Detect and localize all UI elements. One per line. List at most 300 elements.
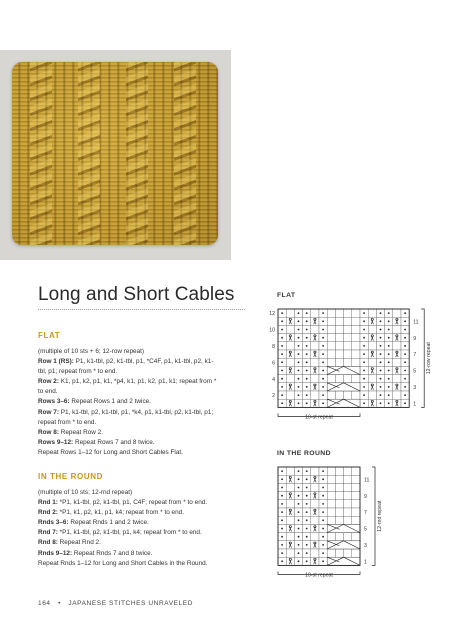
chart-cell <box>311 358 319 366</box>
purl-dot <box>281 370 283 372</box>
instruction-text: *P1, k1-tbl, p2, k1-tbl, p1, C4F; repeat from * to end. <box>57 499 208 507</box>
instruction-text: Repeat Rows 7 and 8 twice. <box>73 438 155 446</box>
chart-cell <box>344 500 352 508</box>
purl-dot <box>306 329 308 331</box>
row-number-left: 2 <box>272 393 275 400</box>
instruction-line <box>38 448 248 458</box>
purl-dot <box>322 370 324 372</box>
chart-cell <box>327 516 335 524</box>
chart-cell <box>344 334 352 342</box>
purl-dot <box>380 320 382 322</box>
chart-cell <box>352 500 360 508</box>
instruction-row-label: Rows 3–6: <box>38 398 70 406</box>
instruction-row-label: Rnd 8: <box>38 539 58 547</box>
purl-dot <box>363 370 365 372</box>
purl-dot <box>380 402 382 404</box>
chart-cell <box>286 358 294 366</box>
chart-cell <box>335 475 343 483</box>
purl-dot <box>322 337 324 339</box>
purl-dot <box>298 329 300 331</box>
chart-cell <box>368 375 376 383</box>
purl-dot <box>298 394 300 396</box>
chart-cell <box>327 483 335 491</box>
purl-dot <box>388 353 390 355</box>
purl-dot <box>298 402 300 404</box>
chart-cell <box>311 500 319 508</box>
purl-dot <box>306 544 308 546</box>
flat-chart <box>260 305 440 433</box>
purl-dot <box>306 528 308 530</box>
instruction-line <box>38 438 248 448</box>
row-number-right: 7 <box>364 510 367 517</box>
purl-dot <box>404 386 406 388</box>
knitted-swatch-image <box>12 62 218 245</box>
purl-dot <box>322 528 324 530</box>
purl-dot <box>404 370 406 372</box>
title-divider <box>38 309 245 310</box>
chart-cell <box>352 350 360 358</box>
purl-dot <box>380 370 382 372</box>
purl-dot <box>306 511 308 513</box>
purl-dot <box>363 394 365 396</box>
purl-dot <box>322 495 324 497</box>
chart-cell <box>335 492 343 500</box>
purl-dot <box>380 337 382 339</box>
flat-chart-label: FLAT <box>277 292 296 299</box>
chart-cell <box>335 467 343 475</box>
chart-cell <box>327 342 335 350</box>
chart-cell <box>344 467 352 475</box>
chart-cell <box>335 483 343 491</box>
chart-cell <box>335 375 343 383</box>
purl-dot <box>363 345 365 347</box>
purl-dot <box>281 511 283 513</box>
instruction-row-label: Rnds 3–6: <box>38 519 69 527</box>
purl-dot <box>298 386 300 388</box>
instruction-text: P1, k1-tbl, p2, k1-tbl, p1, *C4F, p1, k1-tbl, p2, k1- <box>73 358 214 366</box>
row-number-right: 3 <box>364 542 367 549</box>
chart-cell <box>327 508 335 516</box>
cable-column <box>30 62 52 245</box>
chart-cell <box>352 391 360 399</box>
purl-dot <box>322 402 324 404</box>
row-number-right: 5 <box>364 526 367 533</box>
purl-dot <box>298 478 300 480</box>
instruction-line <box>38 538 248 548</box>
instruction-line <box>38 357 248 367</box>
purl-dot <box>298 544 300 546</box>
chart-cell <box>368 358 376 366</box>
purl-dot <box>281 503 283 505</box>
footer-bullet: • <box>58 600 61 607</box>
chart-cell <box>335 549 343 557</box>
chart-cell <box>368 391 376 399</box>
chart-cell <box>352 325 360 333</box>
purl-dot <box>281 495 283 497</box>
purl-dot <box>404 337 406 339</box>
purl-dot <box>363 361 365 363</box>
instruction-line <box>38 347 248 357</box>
purl-dot <box>298 552 300 554</box>
purl-dot <box>281 528 283 530</box>
chart-cell <box>393 325 401 333</box>
instruction-text: Repeat Rows 1–12 for Long and Short Cables Flat. <box>38 448 183 456</box>
purl-dot <box>298 361 300 363</box>
row-number-right: 5 <box>413 368 417 375</box>
row-number-right: 9 <box>364 493 367 500</box>
instruction-text: repeat from * to end. <box>38 418 97 426</box>
instruction-text: Repeat Rnds 7 and 8 twice. <box>72 549 153 557</box>
horizontal-repeat-label: 10-st repeat <box>305 414 333 421</box>
purl-dot <box>281 312 283 314</box>
purl-dot <box>363 353 365 355</box>
chart-cell <box>335 342 343 350</box>
instruction-line <box>38 559 248 569</box>
instruction-text: (multiple of 10 sts + 6; 12-row repeat) <box>38 348 145 355</box>
chart-cell <box>368 309 376 317</box>
instruction-row-label: Row 2: <box>38 378 59 386</box>
purl-dot <box>363 329 365 331</box>
page-number: 164 <box>38 600 51 607</box>
chart-cell <box>286 549 294 557</box>
instruction-line <box>38 367 248 377</box>
purl-dot <box>404 353 406 355</box>
chart-cell <box>335 334 343 342</box>
chart-cell <box>327 391 335 399</box>
purl-dot <box>388 402 390 404</box>
purl-dot <box>298 353 300 355</box>
purl-dot <box>281 386 283 388</box>
chart-cell <box>327 500 335 508</box>
chart-cell <box>352 549 360 557</box>
instruction-text: Repeat Rnd 2. <box>57 539 101 547</box>
instruction-row-label: Row 1 (RS): <box>38 358 74 366</box>
vertical-repeat-label: 12-row repeat <box>426 342 433 375</box>
purl-dot <box>298 320 300 322</box>
chart-cell <box>286 342 294 350</box>
purl-dot <box>306 378 308 380</box>
chart-cell <box>352 483 360 491</box>
round-chart <box>260 463 410 591</box>
chart-cell <box>344 342 352 350</box>
purl-dot <box>388 378 390 380</box>
instruction-row-label: Row 8: <box>38 428 59 436</box>
chart-cell <box>352 317 360 325</box>
chart-cell <box>311 342 319 350</box>
chart-cell <box>344 475 352 483</box>
chart-cell <box>344 533 352 541</box>
purl-dot <box>388 320 390 322</box>
purl-dot <box>298 503 300 505</box>
chart-cell <box>352 358 360 366</box>
chart-cell <box>335 350 343 358</box>
instruction-text: Repeat Row 2. <box>58 428 104 436</box>
chart-cell <box>311 391 319 399</box>
purl-dot <box>363 337 365 339</box>
chart-cell <box>335 325 343 333</box>
instruction-text: to end. <box>38 388 58 396</box>
chart-cell <box>344 508 352 516</box>
row-number-left: 8 <box>272 343 275 350</box>
row-number-right: 11 <box>364 477 370 484</box>
chart-cell <box>286 309 294 317</box>
instruction-line <box>38 488 248 498</box>
purl-dot <box>306 487 308 489</box>
chart-cell <box>286 500 294 508</box>
instruction-text: (multiple of 10 sts; 12-rnd repeat) <box>38 489 133 496</box>
instruction-row-label: Rnd 1: <box>38 499 58 507</box>
purl-dot <box>322 503 324 505</box>
chart-cell <box>327 309 335 317</box>
chart-cell <box>327 317 335 325</box>
instruction-row-label: Rnd 2: <box>38 509 58 517</box>
chart-cell <box>286 533 294 541</box>
chart-cell <box>352 508 360 516</box>
purl-dot <box>298 487 300 489</box>
purl-dot <box>306 353 308 355</box>
purl-dot <box>281 544 283 546</box>
instruction-line <box>38 508 248 518</box>
flat-heading: FLAT <box>38 331 61 340</box>
chart-cell <box>335 358 343 366</box>
purl-dot <box>404 320 406 322</box>
purl-dot <box>380 361 382 363</box>
purl-dot <box>322 312 324 314</box>
purl-dot <box>322 329 324 331</box>
purl-dot <box>281 470 283 472</box>
purl-dot <box>388 345 390 347</box>
chart-cell <box>327 334 335 342</box>
purl-dot <box>322 470 324 472</box>
purl-dot <box>298 536 300 538</box>
instruction-line <box>38 387 248 397</box>
instruction-line <box>38 518 248 528</box>
purl-dot <box>380 329 382 331</box>
purl-dot <box>306 370 308 372</box>
purl-dot <box>404 361 406 363</box>
purl-dot <box>404 329 406 331</box>
cable-column <box>126 62 148 245</box>
purl-dot <box>388 329 390 331</box>
cable-cell <box>327 383 360 391</box>
chart-grid <box>278 467 360 565</box>
purl-dot <box>306 552 308 554</box>
chart-cell <box>344 350 352 358</box>
chart-cell <box>335 317 343 325</box>
chart-cell <box>286 391 294 399</box>
round-heading: IN THE ROUND <box>38 472 103 481</box>
cable-cell <box>327 399 360 407</box>
purl-dot <box>322 560 324 562</box>
chart-cell <box>311 549 319 557</box>
purl-dot <box>404 345 406 347</box>
chart-cell <box>344 325 352 333</box>
chart-cell <box>344 375 352 383</box>
purl-dot <box>404 394 406 396</box>
purl-dot <box>322 394 324 396</box>
chart-cell <box>311 483 319 491</box>
purl-dot <box>298 370 300 372</box>
purl-dot <box>404 312 406 314</box>
book-title: JAPANESE STITCHES UNRAVELED <box>68 600 194 607</box>
chart-cell <box>327 325 335 333</box>
instruction-line <box>38 528 248 538</box>
cable-cell <box>327 557 360 565</box>
instruction-line <box>38 377 248 387</box>
purl-dot <box>298 345 300 347</box>
chart-cell <box>344 391 352 399</box>
round-instructions <box>38 488 248 569</box>
chart-cell <box>344 317 352 325</box>
chart-cell <box>335 500 343 508</box>
chart-cell <box>344 549 352 557</box>
chart-cell <box>286 325 294 333</box>
chart-grid <box>278 309 409 407</box>
chart-cell <box>393 391 401 399</box>
chart-cell <box>286 483 294 491</box>
chart-cell <box>368 342 376 350</box>
row-number-left: 10 <box>269 327 275 334</box>
chart-cell <box>327 475 335 483</box>
chart-cell <box>344 483 352 491</box>
chart-cell <box>393 309 401 317</box>
purl-dot <box>281 560 283 562</box>
chart-cell <box>335 533 343 541</box>
instruction-line <box>38 397 248 407</box>
row-number-right: 11 <box>413 319 419 326</box>
row-number-right: 9 <box>413 335 417 342</box>
chart-cell <box>352 342 360 350</box>
purl-dot <box>306 560 308 562</box>
purl-dot <box>388 361 390 363</box>
chart-cell <box>327 492 335 500</box>
purl-dot <box>306 402 308 404</box>
chart-cell <box>393 375 401 383</box>
purl-dot <box>281 402 283 404</box>
purl-dot <box>298 495 300 497</box>
chart-cell <box>344 492 352 500</box>
chart-cell <box>335 508 343 516</box>
purl-dot <box>306 503 308 505</box>
chart-cell <box>327 549 335 557</box>
purl-dot <box>322 361 324 363</box>
horizontal-repeat-label: 10-st repeat <box>305 572 333 579</box>
purl-dot <box>380 386 382 388</box>
chart-cell <box>344 516 352 524</box>
purl-dot <box>322 536 324 538</box>
purl-dot <box>404 402 406 404</box>
purl-dot <box>306 361 308 363</box>
row-number-right: 3 <box>413 384 417 391</box>
purl-dot <box>388 370 390 372</box>
purl-dot <box>322 386 324 388</box>
row-number-right: 1 <box>413 401 417 408</box>
instruction-line <box>38 498 248 508</box>
vertical-repeat-bracket <box>421 309 424 407</box>
purl-dot <box>306 470 308 472</box>
row-number-left: 6 <box>272 360 275 367</box>
chart-cell <box>344 358 352 366</box>
purl-dot <box>380 345 382 347</box>
chart-cell <box>311 516 319 524</box>
purl-dot <box>298 470 300 472</box>
purl-dot <box>322 478 324 480</box>
purl-dot <box>363 386 365 388</box>
purl-dot <box>281 378 283 380</box>
instruction-row-label: Row 7: <box>38 408 59 416</box>
purl-dot <box>281 353 283 355</box>
chart-cell <box>352 334 360 342</box>
row-number-left: 4 <box>272 376 275 383</box>
purl-dot <box>306 312 308 314</box>
cable-cell <box>327 541 360 549</box>
flat-instructions <box>38 347 248 458</box>
purl-dot <box>281 329 283 331</box>
purl-dot <box>388 394 390 396</box>
purl-dot <box>363 320 365 322</box>
chart-cell <box>352 475 360 483</box>
instruction-text: Repeat Rnds 1 and 2 twice. <box>68 519 149 527</box>
chart-cell <box>393 358 401 366</box>
row-number-left: 12 <box>269 311 275 318</box>
purl-dot <box>322 487 324 489</box>
instruction-row-label: Rnds 9–12: <box>38 549 73 557</box>
chart-cell <box>286 467 294 475</box>
chart-cell <box>286 516 294 524</box>
purl-dot <box>281 552 283 554</box>
purl-dot <box>298 560 300 562</box>
purl-dot <box>388 312 390 314</box>
purl-dot <box>281 478 283 480</box>
purl-dot <box>298 511 300 513</box>
chart-cell <box>311 309 319 317</box>
purl-dot <box>281 361 283 363</box>
instruction-row-label: Rows 9–12: <box>38 438 74 446</box>
chart-cell <box>352 467 360 475</box>
purl-dot <box>306 478 308 480</box>
purl-dot <box>306 386 308 388</box>
purl-dot <box>322 544 324 546</box>
chart-cell <box>352 533 360 541</box>
purl-dot <box>404 378 406 380</box>
purl-dot <box>306 495 308 497</box>
purl-dot <box>363 402 365 404</box>
instruction-text: Repeat Rnds 1–12 for Long and Short Cables in the Round. <box>38 559 208 567</box>
vertical-repeat-bracket <box>372 467 375 565</box>
purl-dot <box>322 353 324 355</box>
vertical-repeat-label: 12-rnd repeat <box>377 500 383 532</box>
instruction-row-label: Rnd 7: <box>38 529 58 537</box>
instruction-line <box>38 549 248 559</box>
cable-column <box>78 62 100 245</box>
purl-dot <box>363 312 365 314</box>
purl-dot <box>306 536 308 538</box>
purl-dot <box>281 345 283 347</box>
purl-dot <box>298 337 300 339</box>
chart-cell <box>327 533 335 541</box>
instruction-line <box>38 408 248 418</box>
purl-dot <box>380 353 382 355</box>
purl-dot <box>298 312 300 314</box>
purl-dot <box>306 337 308 339</box>
purl-dot <box>322 511 324 513</box>
row-number-right: 1 <box>364 559 367 566</box>
purl-dot <box>380 312 382 314</box>
chart-cell <box>311 375 319 383</box>
purl-dot <box>306 320 308 322</box>
instruction-text: tbl, p1; repeat from * to end. <box>38 368 118 376</box>
instruction-line <box>38 428 248 438</box>
